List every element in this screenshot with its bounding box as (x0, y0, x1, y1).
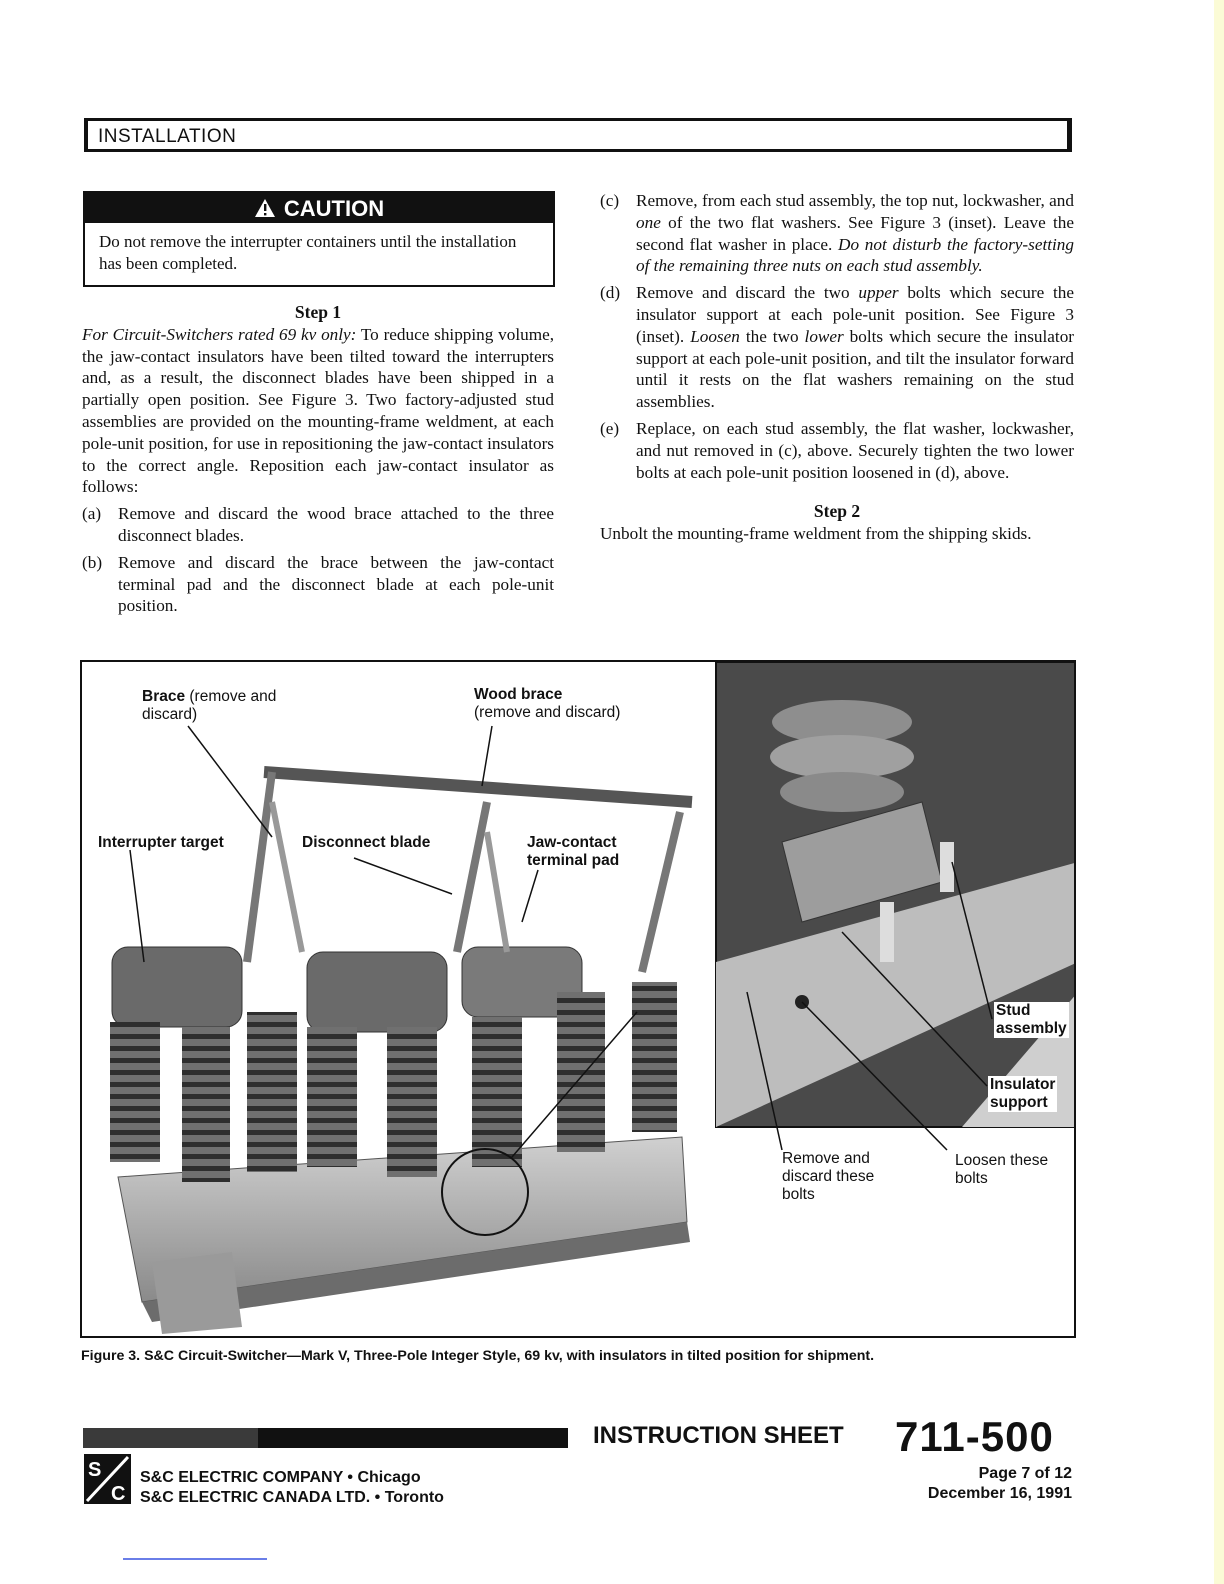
item-mark: (b) (82, 552, 103, 572)
caution-bar (85, 193, 553, 223)
loosen-bolts-label (955, 1152, 1048, 1188)
caution-text: Do not remove the interrupter containers until the installation has been completed. (99, 232, 517, 273)
disconnect-blade-label: Disconnect blade (302, 834, 431, 851)
section-header (84, 118, 1072, 152)
section-title: INSTALLATION (98, 126, 237, 147)
loosen-line2: bolts (955, 1170, 988, 1187)
item-text: Remove and discard the wood brace attached to the three disconnect blades. (118, 504, 554, 545)
item-mark: (a) (82, 504, 102, 524)
footer-bar-light (83, 1428, 258, 1448)
page-number: Page 7 of 12 (978, 1465, 1072, 1482)
list-item (600, 190, 1074, 277)
step1-intro (82, 324, 554, 498)
circuit-switcher-photo (82, 662, 1076, 1338)
stud-assembly-label (994, 1002, 1069, 1038)
step1-intro-text: To reduce shipping volume, the jaw-contact insulators have been tilted toward the interrupters and, as a result, the disconnect blades have been shipped in a partially open position. See Figure 3. Two factory-adjusted stud assemblies are provided on the mounting-frame weldment, at each pole-unit position, for use in repositioning the jaw-contact insulators to the correct angle. Reposition each jaw-contact insulator as follows: (82, 324, 555, 497)
remove-line1: Remove and (782, 1150, 870, 1167)
list-item (82, 503, 554, 547)
company-line1: S&C ELECTRIC COMPANY • Chicago (140, 1469, 421, 1486)
remove-line2: discard these (782, 1168, 875, 1185)
item-emphasis: one (636, 212, 661, 232)
item-text: Remove and discard the brace between the jaw-contact terminal pad and the disconnect blade at each pole-unit position. (118, 552, 554, 616)
item-emphasis: lower (804, 326, 844, 346)
item-emphasis: upper (858, 283, 899, 303)
wood-brace-label-line2: (remove and discard) (474, 704, 621, 721)
item-text: Remove, from each stud assembly, the top nut, lockwasher, and (636, 191, 1074, 210)
remove-line3: bolts (782, 1186, 815, 1203)
interrupter-target-label: Interrupter target (98, 834, 224, 851)
page-info (928, 1464, 1072, 1504)
stud-line2: assembly (996, 1020, 1067, 1037)
sheet-label: INSTRUCTION SHEET (593, 1422, 844, 1449)
stud-line1: Stud (996, 1002, 1031, 1019)
svg-text:C: C (111, 1483, 126, 1504)
item-emphasis: Loosen (690, 326, 740, 346)
brace-label-bold: Brace (142, 688, 186, 705)
caution-box (83, 191, 555, 287)
jaw-contact-line2: terminal pad (527, 852, 620, 869)
item-mark: (e) (600, 418, 620, 438)
right-column (600, 190, 1074, 545)
step1-intro-italic: For Circuit-Switchers rated 69 kv only: (82, 324, 357, 344)
brace-label (142, 688, 276, 724)
item-text: of the two flat washers. See Figure 3 (inset). Leave the second flat washer in place. (636, 212, 1074, 254)
item-text: bolts which secure the insulator support at each pole-unit position, and tilt the insulator forward until it rests on the flat washers remaining on the stud assemblies. (636, 326, 1075, 412)
brace-label-line2: discard) (142, 706, 198, 723)
list-item (82, 552, 554, 617)
figure-caption: Figure 3. S&C Circuit-Switcher—Mark V, Three-Pole Integer Style, 69 kv, with insulators in tilted position for shipment. (81, 1348, 875, 1364)
step2-title: Step 2 (813, 501, 861, 522)
caution-title: CAUTION (283, 196, 385, 221)
step2-text: Unbolt the mounting-frame weldment from the shipping skids. (600, 524, 1032, 544)
sheet-number: 711-500 (895, 1413, 1054, 1460)
warning-triangle-icon (254, 195, 276, 226)
item-text: the two (739, 326, 805, 346)
item-mark: (c) (600, 191, 620, 210)
insulator-line1: Insulator (990, 1076, 1056, 1093)
brace-label-rest: (remove and (185, 688, 277, 705)
item-text: Remove and discard the two (636, 283, 859, 303)
loosen-line1: Loosen these (955, 1152, 1049, 1169)
divider (123, 1558, 267, 1560)
item-emphasis: Do not disturb the factory-setting of the remaining three nuts on each stud assembly. (636, 234, 1074, 276)
page-date: December 16, 1991 (927, 1485, 1072, 1502)
company-line2: S&C ELECTRIC CANADA LTD. • Toronto (140, 1489, 444, 1506)
company-block (140, 1468, 444, 1508)
step1-title: Step 1 (294, 302, 342, 322)
item-mark: (d) (600, 283, 621, 303)
wood-brace-label-bold: Wood brace (474, 686, 563, 703)
svg-text:S: S (88, 1459, 102, 1481)
sc-logo-icon (84, 1454, 131, 1504)
page-edge (1214, 0, 1224, 1584)
footer-bar (83, 1428, 568, 1448)
insulator-support-label (988, 1076, 1057, 1112)
item-text: Replace, on each stud assembly, the flat washer, lockwasher, and nut removed in (c), above. Securely tighten the two lower bolts at each pole-unit position loosened in (d), above. (636, 418, 1074, 482)
left-column (82, 302, 554, 617)
list-item (600, 418, 1074, 483)
insulator-line2: support (990, 1094, 1048, 1111)
figure-3 (80, 660, 1076, 1338)
list-item (600, 282, 1074, 413)
item-text: bolts which secure the insulator support at each pole-unit position. See Figure 3 (inset). (636, 283, 1074, 346)
jaw-contact-label (527, 834, 619, 870)
remove-bolts-label (782, 1150, 874, 1204)
wood-brace-label (474, 686, 620, 722)
jaw-contact-line1: Jaw-contact (527, 834, 617, 851)
